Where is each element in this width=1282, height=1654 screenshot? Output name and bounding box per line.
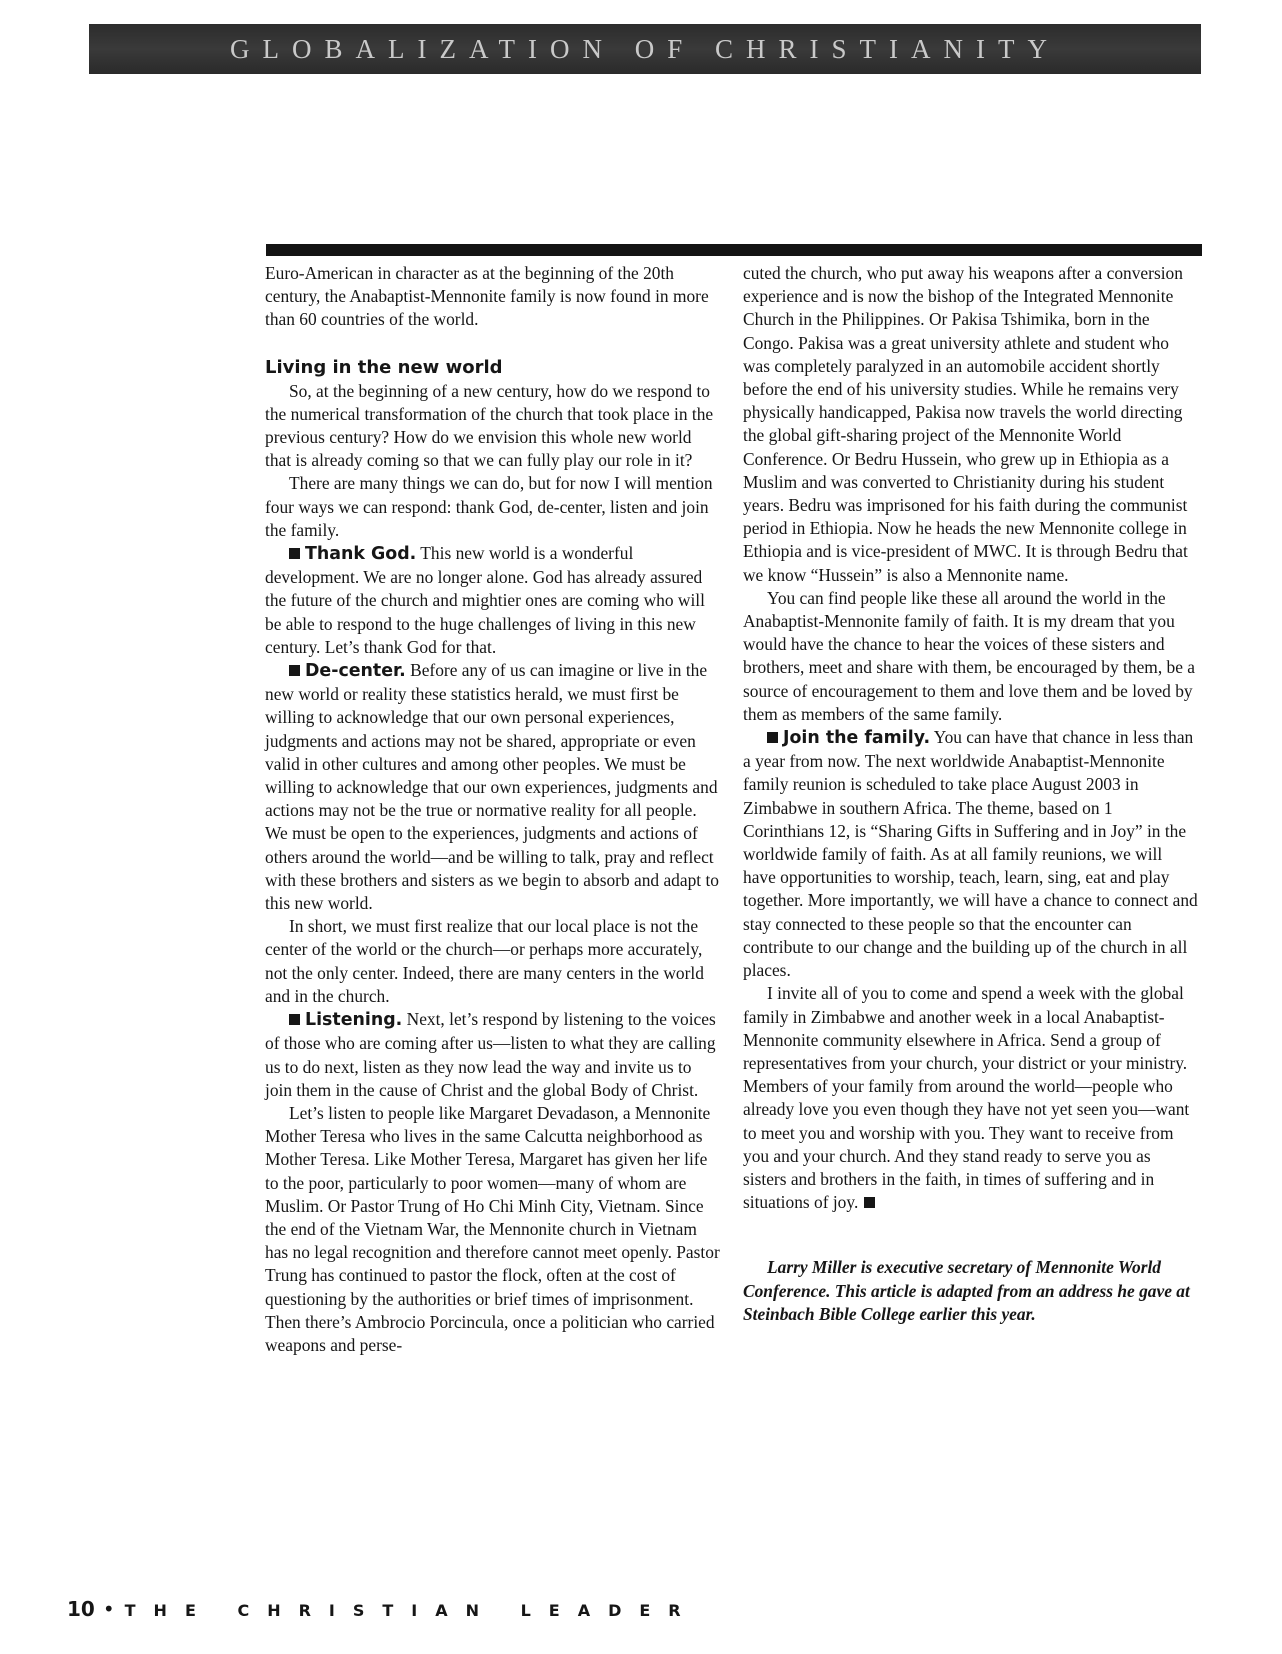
page-footer xyxy=(67,1597,699,1621)
paragraph-text: This new world is a wonderful development. We are no longer alone. God has already assured the future of the church and mightier ones are coming who will be able to respond to the huge challenges of living in this new century. Let’s thank God for that. xyxy=(265,543,705,657)
paragraph-text: Next, let’s respond by listening to the voices of those who are coming after us—listen to what they are calling us to do next, listen as they now lead the way and invite us to join them in the cause of Christ and the global Body of Christ. xyxy=(265,1009,716,1100)
paragraph: In short, we must first realize that our local place is not the center of the world or the church—or perhaps more accurately, not the only center. Indeed, there are many centers in the world and in the church. xyxy=(265,916,704,1006)
paragraph-de-center xyxy=(265,659,720,915)
banner-title: GLOBALIZATION OF CHRISTIANITY xyxy=(230,33,1060,64)
lead-join-family: Join the family. xyxy=(783,728,931,749)
square-bullet-icon xyxy=(289,665,300,676)
square-bullet-icon xyxy=(289,548,300,559)
paragraph: So, at the beginning of a new century, how do we respond to the numerical transformation of the church that took place in the previous century? How do we envision this whole new world that is already coming so that we can fully play our role in it? xyxy=(265,380,714,471)
page-number: 10 xyxy=(67,1597,95,1621)
divider-rule xyxy=(266,244,1202,256)
square-bullet-icon xyxy=(289,1014,300,1025)
footer-bullet: • xyxy=(102,1597,115,1621)
paragraph-text: I invite all of you to come and spend a week with the global family in Zimbabwe and another week in a local Anabaptist-Mennonite community elsewhere in Africa. Send a group of representatives from your church, your district or your ministry. Members of your family from around the world—people who already love you even though they have not yet seen you—want to meet you and worship with you. They want to receive from you and your church. And they stand ready to serve you as sisters and brothers in the faith, in times of suffering and in situations of joy. xyxy=(743,983,1190,1213)
paragraph-listening xyxy=(265,1008,720,1102)
lead-listening: Listening. xyxy=(305,1010,403,1031)
paragraph-invite xyxy=(743,982,1198,1214)
magazine-name: THE CHRISTIAN LEADER xyxy=(124,1601,699,1620)
paragraph-text: You can have that chance in less than a year from now. The next worldwide Anabaptist-Mennonite family reunion is scheduled to take place August 2003 in Zimbabwe in southern Africa. The theme, based on 1 Corinthians 12, is “Sharing Gifts in Suffering and in Joy” in the worldwide family of faith. As at all family reunions, we will have opportunities to worship, teach, learn, sing, eat and play together. More importantly, we will have a chance to connect and stay connected to these people so that the encounter can contribute to our change and the building up of the church in all places. xyxy=(743,727,1198,981)
paragraph: cuted the church, who put away his weapons after a conversion experience and is now the bishop of the Integrated Mennonite Church in the Philippines. Or Pakisa Tshimika, born in the Congo. Pakisa was a great university athlete and student who was completely paralyzed in an automobile accident shortly before the end of his university studies. While he remains very physically handicapped, Pakisa now travels the world directing the global gift-sharing project of the Mennonite World Conference. Or Bedru Hussein, who grew up in Ethiopia as a Muslim and was converted to Christianity during his student years. Bedru was imprisoned for his faith during the communist period in Ethiopia. Now he heads the new Mennonite college in Ethiopia and is vice-president of MWC. It is through Bedru that we know “Hussein” is also a Mennonite name. xyxy=(743,263,1188,585)
end-mark-icon xyxy=(864,1197,875,1208)
intro-paragraph: Euro-American in character as at the beginning of the 20th century, the Anabaptist-Mennonite family is now found in more than 60 countries of the world. xyxy=(265,263,709,330)
left-column xyxy=(265,262,720,1357)
paragraph-text: Before any of us can imagine or live in the new world or reality these statistics herald, we must first be willing to acknowledge that our own personal experiences, judgments and actions may not be shared, appropriate or even valid in other cultures and among other peoples. We must be willing to acknowledge that our own experiences, judgments and actions may not be the true or normative reality for all people. We must be open to the experiences, judgments and actions of others around the world—and be willing to talk, pray and reflect with these brothers and sisters as we begin to absorb and adapt to this new world. xyxy=(265,660,719,914)
lead-thank-god: Thank God. xyxy=(305,544,417,565)
section-heading: Living in the new world xyxy=(265,356,503,378)
paragraph: Let’s listen to people like Margaret Devadason, a Mennonite Mother Teresa who lives in the same Calcutta neighborhood as Mother Teresa. Like Mother Teresa, Margaret has given her life to the poor, particularly to poor women—many of whom are Muslim. Or Pastor Trung of Ho Chi Minh City, Vietnam. Since the end of the Vietnam War, the Mennonite church in Vietnam has no legal recognition and therefore cannot meet openly. Pastor Trung has continued to pastor the flock, often at the cost of questioning by the authorities or brief times of imprisonment. Then there’s Ambrocio Porcincula, once a politician who carried weapons and perse- xyxy=(265,1102,720,1355)
right-column xyxy=(743,262,1198,1326)
paragraph-thank-god xyxy=(265,542,720,659)
lead-de-center: De-center. xyxy=(305,661,406,682)
paragraph: There are many things we can do, but for now I will mention four ways we can respond: thank God, de-center, listen and join the family. xyxy=(265,473,713,540)
paragraph: You can find people like these all around the world in the Anabaptist-Mennonite family of faith. It is my dream that you would have the chance to hear the voices of these sisters and brothers, meet and share with them, be encouraged by them, be a source of encouragement to them and love them and be loved by them as members of the same family. xyxy=(743,587,1195,724)
author-bio: Larry Miller is executive secretary of Mennonite World Conference. This article is adapted from an address he gave at Steinbach Bible College earlier this year. xyxy=(743,1257,1190,1324)
square-bullet-icon xyxy=(767,732,778,743)
paragraph-join-family xyxy=(743,726,1198,982)
section-banner xyxy=(89,24,1201,74)
